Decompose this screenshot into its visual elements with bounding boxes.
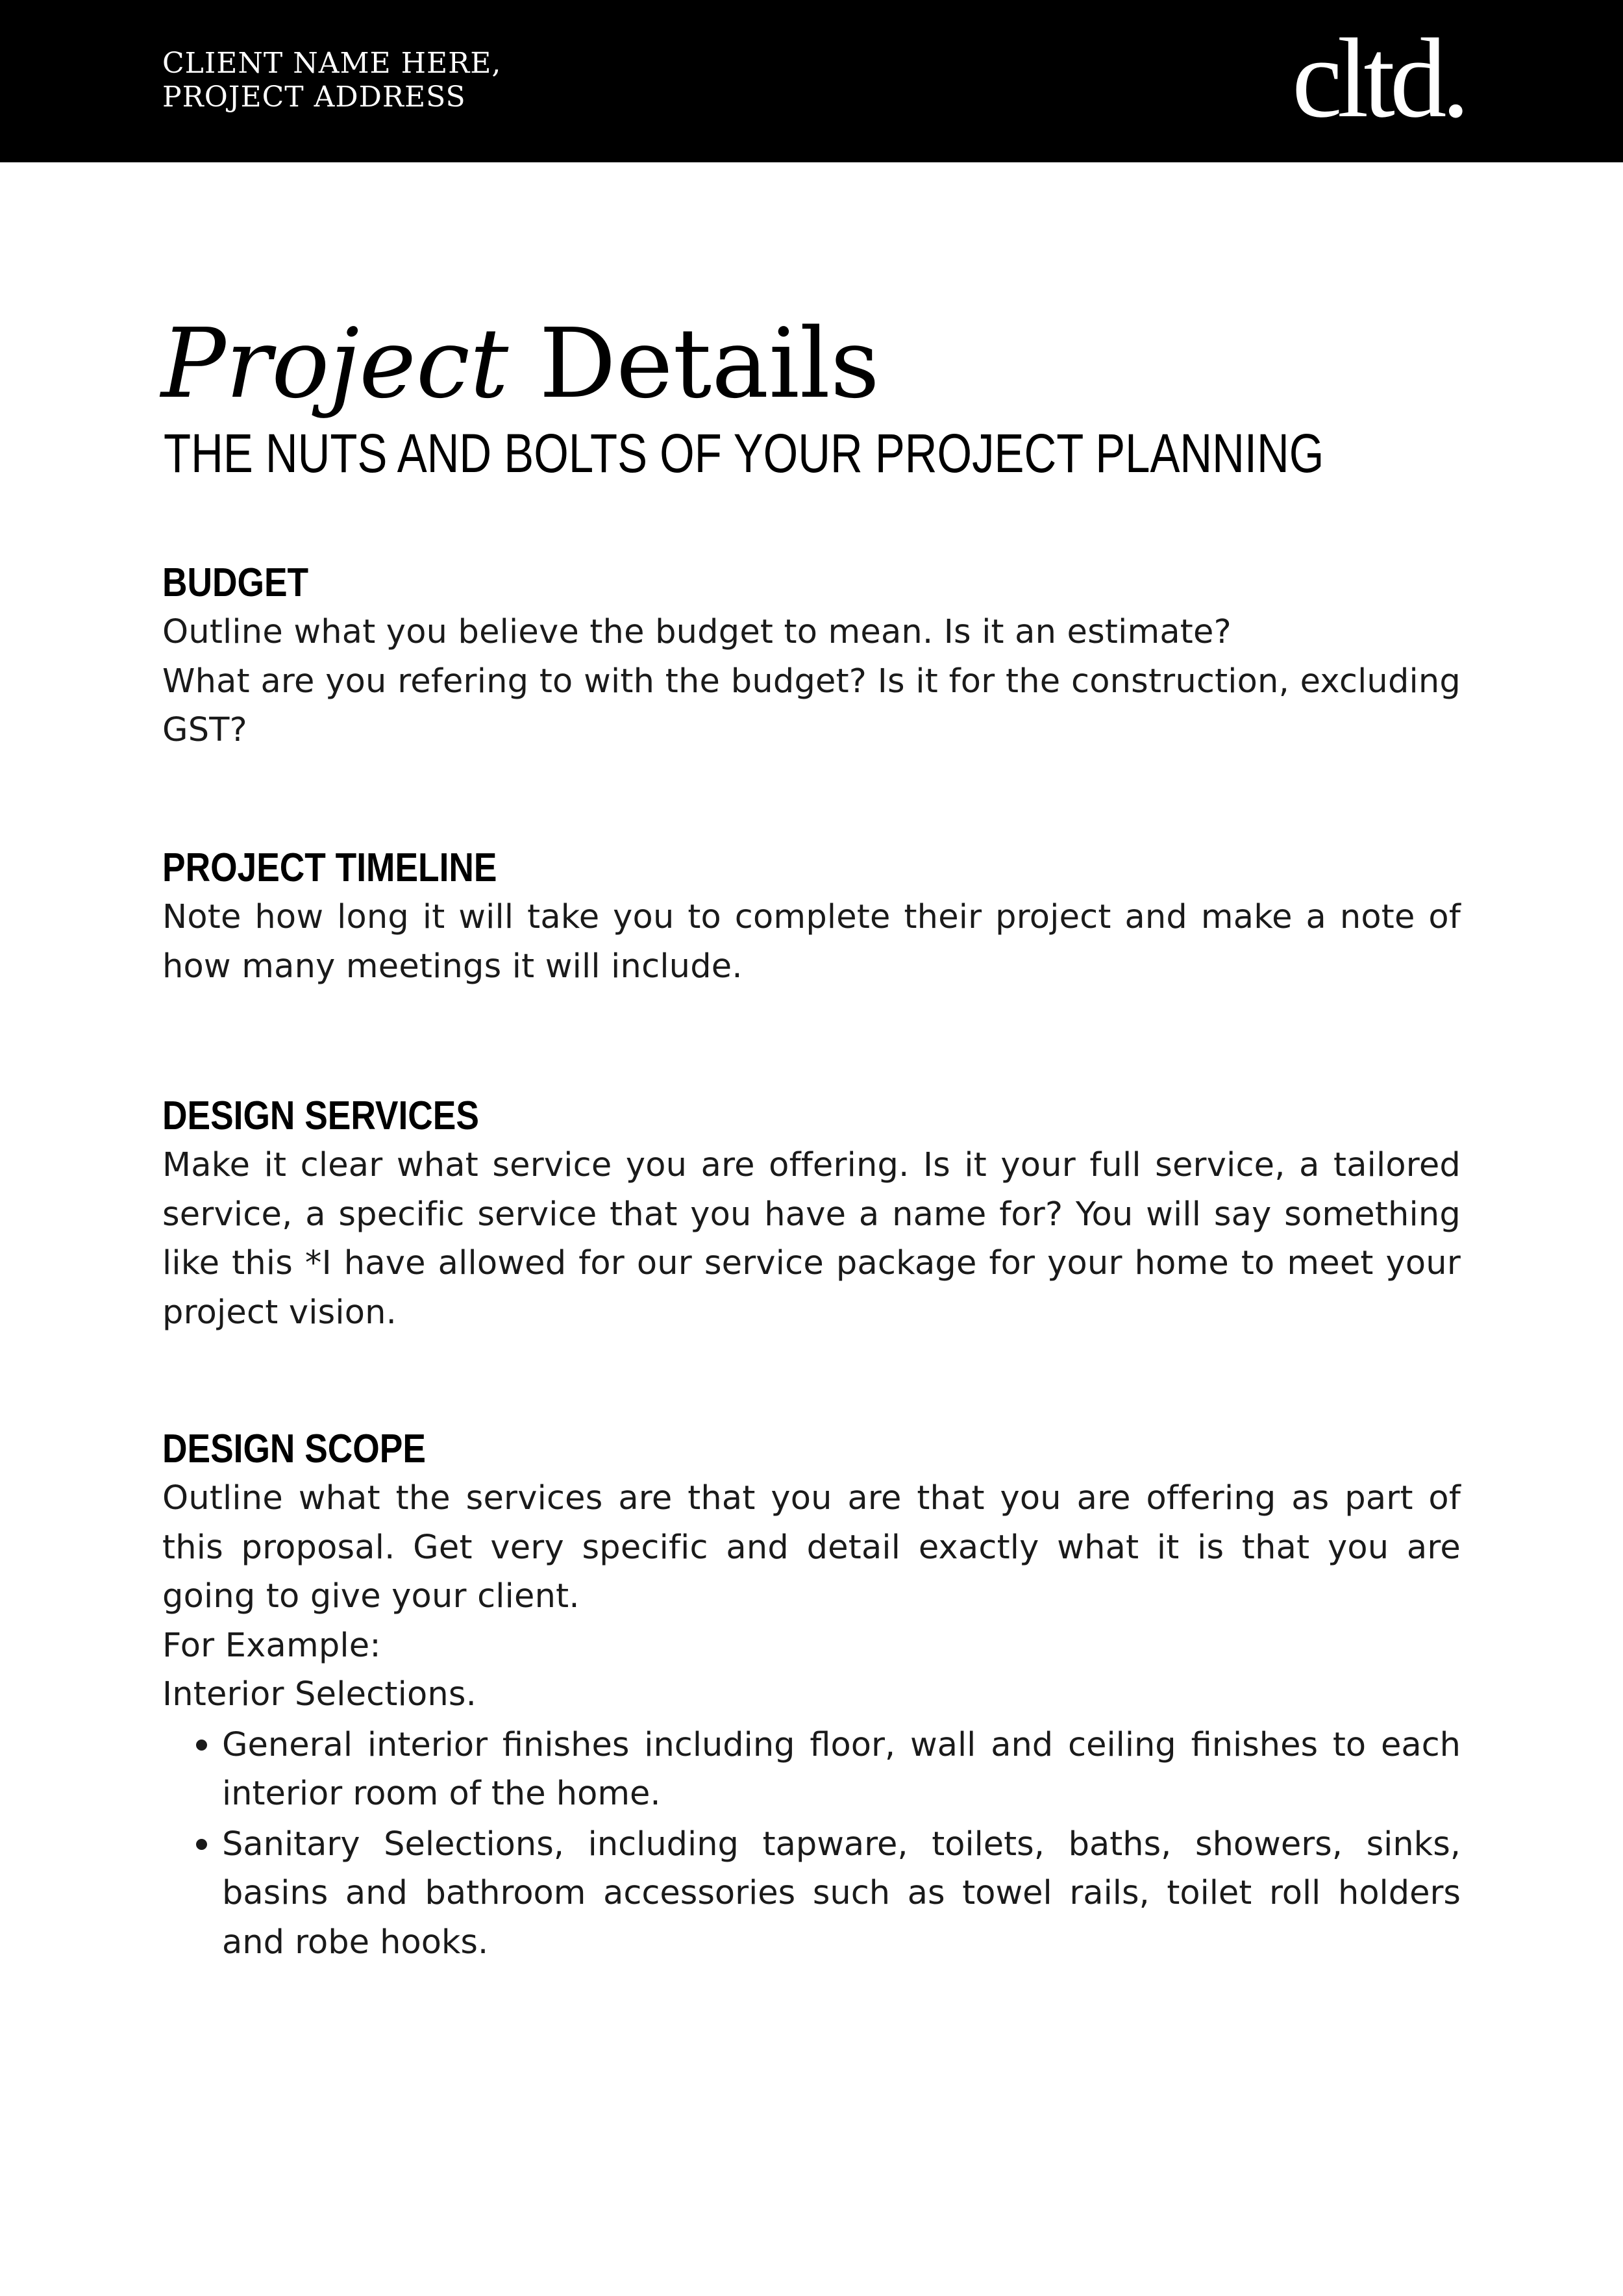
section-heading-budget: BUDGET — [162, 560, 309, 605]
section-heading-scope: DESIGN SCOPE — [162, 1427, 426, 1471]
page-title-regular: Details — [539, 308, 880, 419]
section-timeline — [162, 843, 1461, 991]
page-subtitle: THE NUTS AND BOLTS OF YOUR PROJECT PLANNING — [164, 423, 1324, 484]
section-scope — [162, 1425, 1461, 1967]
company-logo: cltd. — [1292, 15, 1465, 141]
project-address: PROJECT ADDRESS — [162, 81, 466, 114]
list-item: • General interior finishes including floor, wall and ceiling finishes to each interior room of the home. — [222, 1719, 1461, 1819]
section-services — [162, 1092, 1461, 1337]
paragraph: Note how long it will take you to complete their project and make a note of how many meetings it will include. — [162, 898, 1461, 986]
paragraph: Outline what you believe the budget to mean. Is it an estimate? — [162, 613, 1232, 651]
scope-bullet-list — [162, 1719, 1461, 1967]
paragraph: What are you refering to with the budget? Is it for the construction, excluding GST? — [162, 662, 1461, 749]
header-bar — [0, 0, 1623, 162]
section-body-timeline — [162, 893, 1461, 991]
list-item: • Sanitary Selections, including tapware, toilets, baths, showers, sinks, basins and bathroom accessories such as towel rails, toilet roll holders and robe hooks. — [222, 1819, 1461, 1967]
paragraph: Outline what the services are that you are that you are offering as part of this proposal. Get very specific and detail exactly what it is that you are going to give your client. — [162, 1479, 1461, 1616]
client-info — [162, 47, 501, 114]
paragraph: For Example: — [162, 1626, 381, 1665]
section-budget — [162, 558, 1461, 755]
section-body-budget — [162, 608, 1461, 755]
paragraph: Interior Selections. — [162, 1675, 477, 1714]
section-body-services — [162, 1141, 1461, 1337]
section-heading-services: DESIGN SERVICES — [162, 1093, 479, 1138]
page-title-italic: Project — [161, 308, 509, 419]
client-name: CLIENT NAME HERE, — [162, 47, 502, 80]
page-title — [161, 305, 880, 422]
section-heading-timeline: PROJECT TIMELINE — [162, 845, 497, 890]
section-body-scope — [162, 1474, 1461, 1719]
paragraph: Make it clear what service you are offering. Is it your full service, a tailored service, a specific service that you have a name for? You will say something like this *I have allowed for our service package for your home to meet your project vision. — [162, 1146, 1461, 1332]
